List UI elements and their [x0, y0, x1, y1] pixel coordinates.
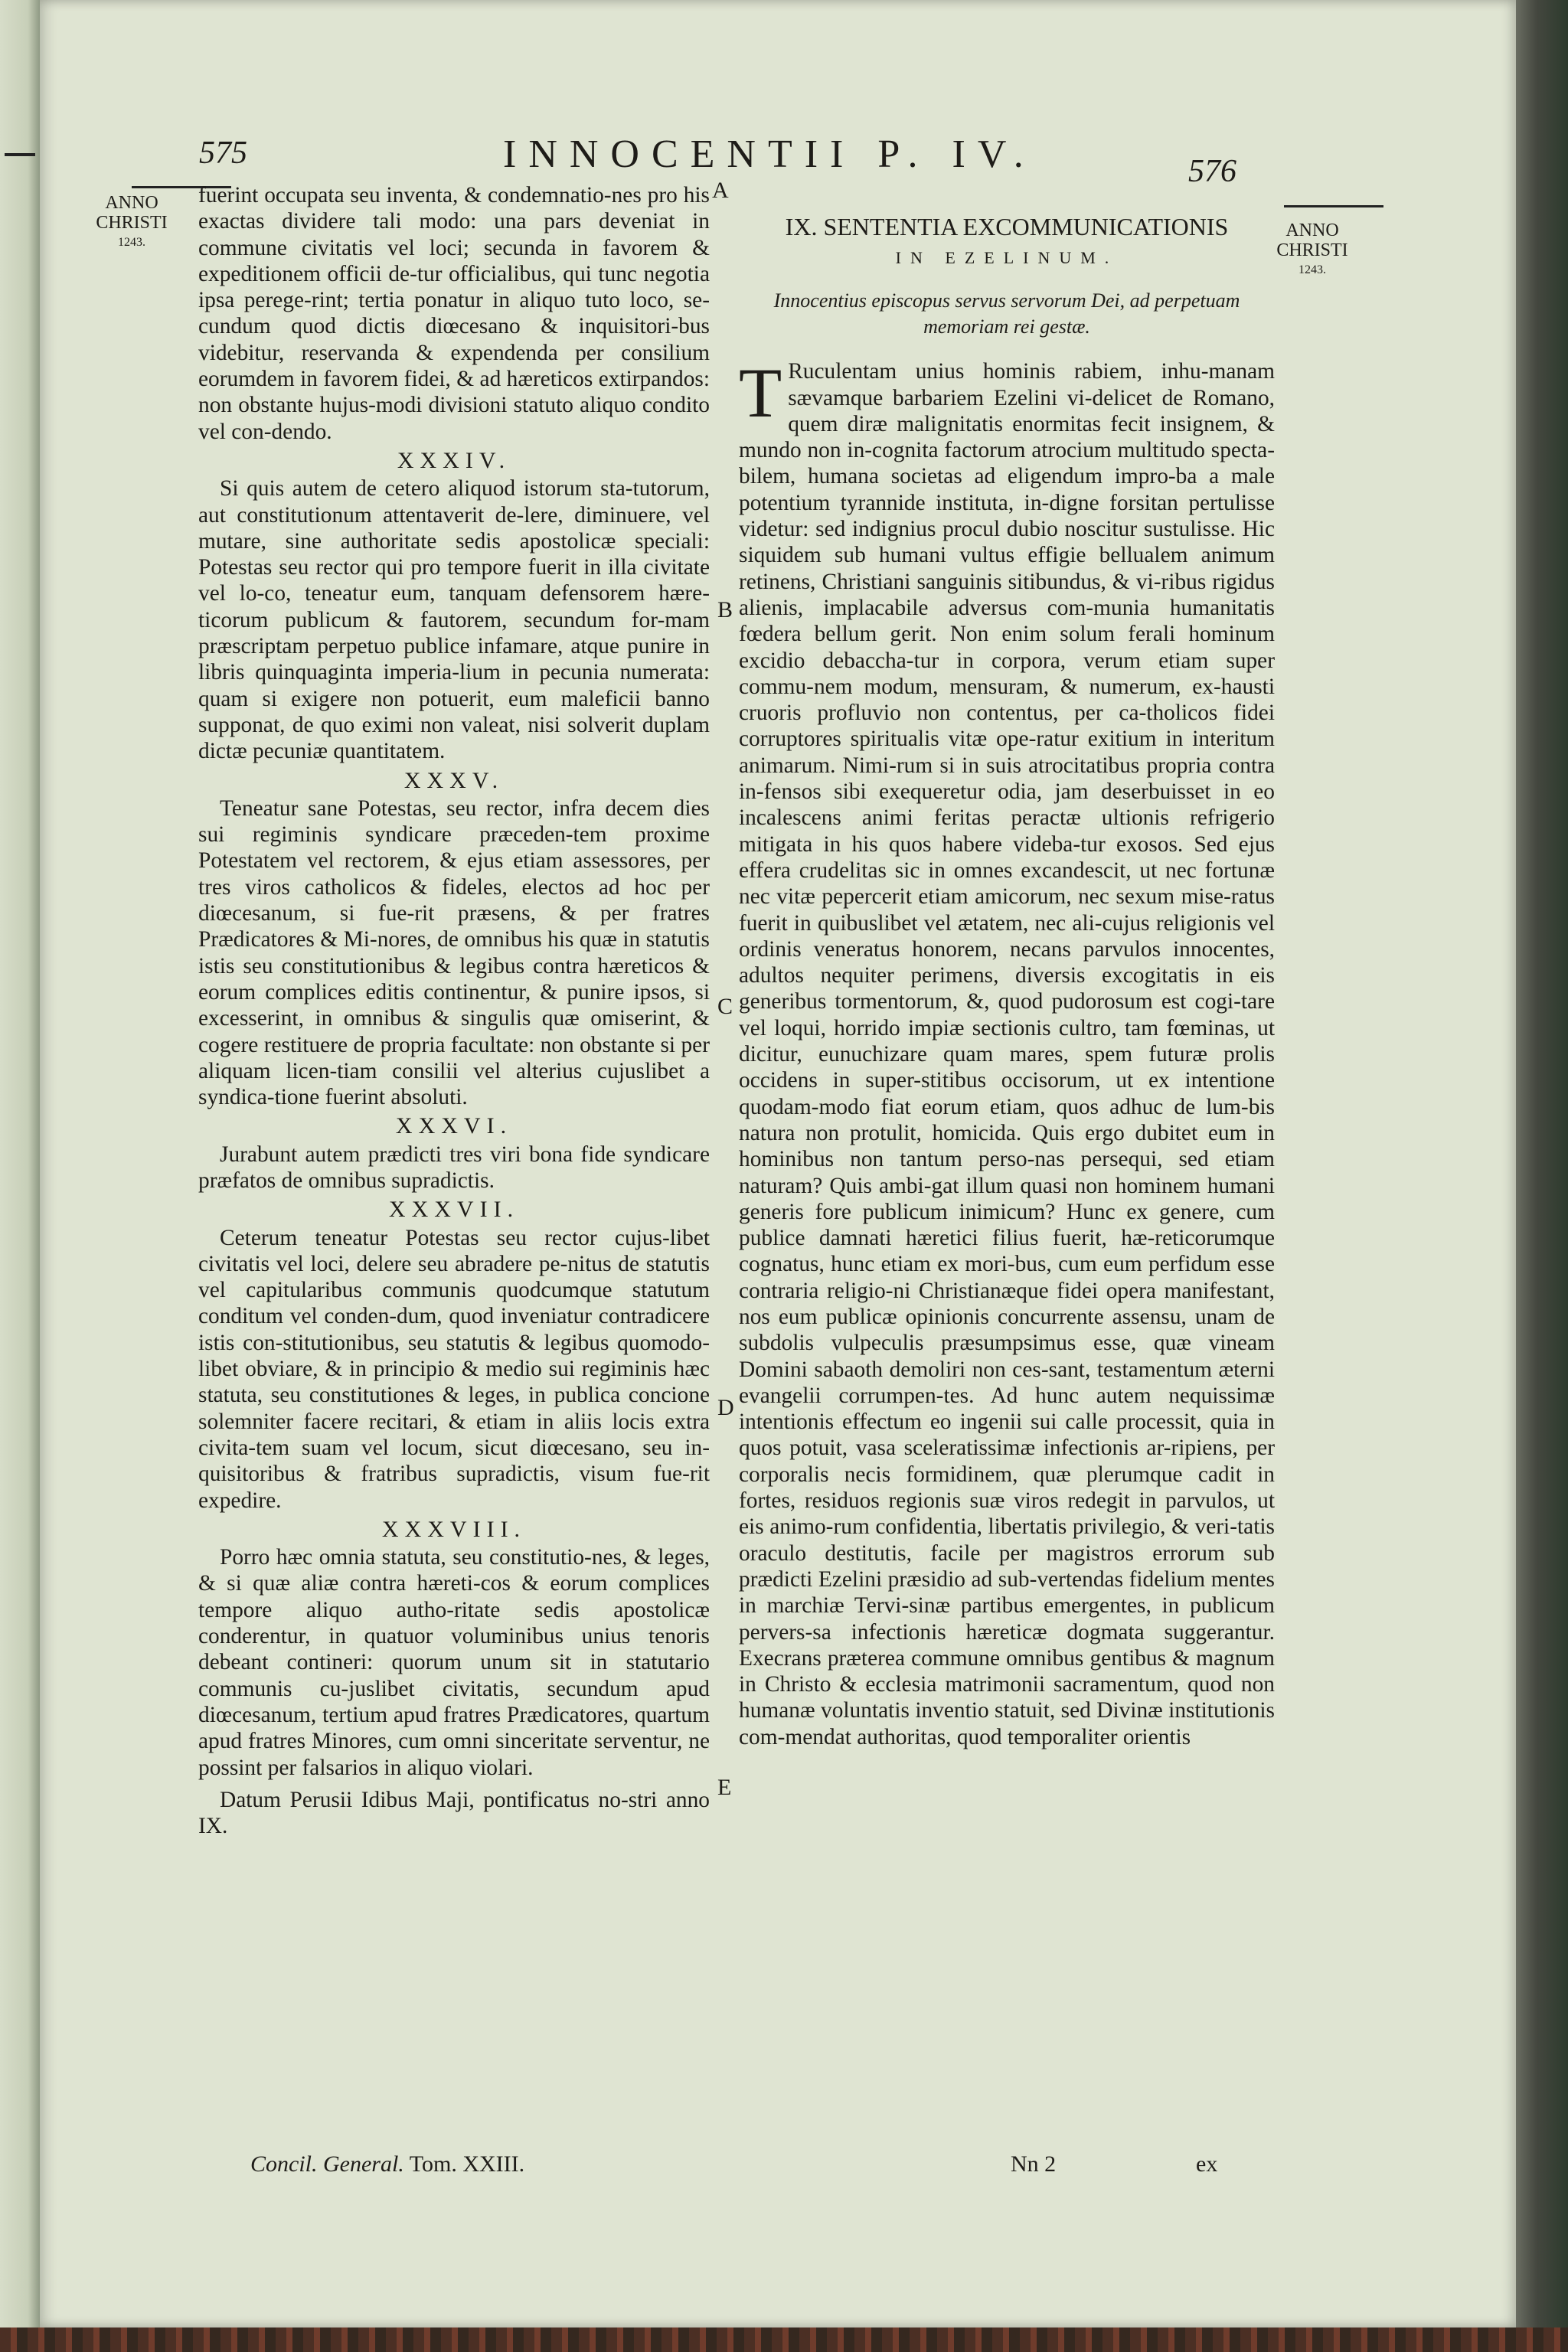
- footer-source: Concil. General.: [250, 2151, 404, 2177]
- drop-cap: T: [739, 354, 782, 433]
- previous-page-edge: [0, 0, 40, 2352]
- section-subheading: IN EZELINUM.: [895, 248, 1119, 267]
- right-margin-note: [1259, 220, 1366, 280]
- body-text: Ruculentam unius hominis rabiem, inhu-manam sævamque barbariem Ezelini vi-delicet de Romano, quem diræ malignitatis enormitas fecit insignem, & mundo non in-cognita factorum atrocium multitudo specta-bilem, humana societas ad eligendum impro-ba a male potentium tyrannide instituta, in-digne forsitan pertulisse videtur: sed indignius procul dubio noscitur sustulisse. Hic siquidem sub humani vultus effigie bellualem animum retinens, Christiani sanguinis sitibundus, & vi-ribus rigidus alienis, implacabile adversus com-munia humanitatis fœdera bellum gerit. Non enim solum ferali hominum excidio debaccha-tur in corpora, verum etiam super commu-nem modum, mensuram, & numerum, ex-hausti cruoris profluvio non contentus, per ca-tholicos fidei corruptores spiritualis vitæ ope-ratur exitium in interitum animarum. Nimi-rum si in suis atrocitatibus propria contra in-fensos sibi exequeretur odia, jam deserbuisset in eo incalescens animi feritas peractæ ultionis refrigerio mitigata in his quos habere videba-tur exosos. Sed ejus effera crudelitas sic in omnes excandescit, ut nec fortunæ nec vitæ pepercerit etiam amicorum, nec sexum mise-ratus fuerit in quibuslibet vel ætatem, nec ali-cujus religionis vel ordinis veneratus honorem, necans parvulos innocentes, adultos nequiter perimens, diversis excogitatis in eis generibus tormentorum, &, quod pudorosum est cogi-tare vel loqui, horrido impiæ sectionis cultro, tam fœminas, ut dicitur, eunuchizare quam mares, spem futuræ prolis occidens in super-stitibus occisorum, ut ex intentione quodam-modo fiat eorum etiam, quos adhuc de lum-bis natura non protulit, homicida. Quis ergo dubitet eum in hominibus non tantum perso-nas persequi, sed etiam naturam? Quis ambi-gat illum quasi non hominem humani generis fore publicum inimicum? Hunc ex genere, cum publice damnati hæretici filius fuerit, hæ-reticorumque cognatus, hunc etiam ex mori-bus, cum eum perfidum esse contraria religio-ni Christianæque fidei opera manifestant, nos eum publicæ opinionis concurrente assensu, unam de subdolis vulpeculis præsumpsimus esse, quæ vineam Domini sabaoth demoliri non ces-sant, testamentum æterni evangelii corrumpen-tes. Ad hunc autem nequissimæ intentionis effectum eo ingenii sui calle processit, quia in quos potuit, vasa sceleratissimæ infectionis ar-ripiens, per corporalis necis formidinem, quæ plerumque cadit in fortes, residuos regionis suæ viros redegit in parvulos, ut eis animo-rum confidentia, libertatis privilegio, & veri-tatis oraculo destitutis, facile per magistros errorum sub prædicti Ezelini præsidio ad sub-vertendas fidelium mentes in marchiæ Tervi-sinæ partibus emergentes, in publicum pervers-sa infectionis hæreticæ dogmata suggerantur. Execrans præterea commune omnibus gentibus & magnum in Christo & ecclesia matrimonii sacramentum, quod non humanæ voluntatis inventio statuit, sed Divinæ institutionis com-mendat authoritas, quod temporaliter orientis: [739, 359, 1275, 1749]
- paragraph: fuerint occupata seu inventa, & condemnatio-nes pro his exactas dividere tali modo: una pars deveniat in commune civitatis vel loci; secunda in favorem & expeditionem officii de-tur officialibus, qui tunc negotia ipsa perege-rint; tertia ponatur in aliquo tuto loco, se-cundum quod dictis diœcesano & inquisitori-bus videbitur, reservanda & expendenda per consilium eorumdem in favorem fidei, & ad hæreticos extirpandos: non obstante hujus-modi divisioni statuto aliquo condito vel con-dendo.: [198, 183, 710, 444]
- left-column: [198, 182, 710, 1839]
- section-number: XXXIV.: [397, 447, 511, 473]
- paragraph: Jurabunt autem prædicti tres viri bona fide syndicare præfatos de omnibus supradictis.: [198, 1142, 710, 1193]
- margin-letter-a: A: [712, 178, 729, 203]
- footer-left: [250, 2151, 524, 2177]
- footer-volume: Tom. XXIII.: [409, 2151, 525, 2177]
- margin-year: 1243.: [1298, 263, 1326, 276]
- margin-letter-d: D: [717, 1395, 734, 1420]
- paragraph: Teneatur sane Potestas, seu rector, infra decem dies sui regiminis syndicare præceden-tem proxime Potestatem vel rectorem, & ejus etiam assessores, per tres viros catholicos & fideles, electos ad hoc per diœcesanum, si fue-rit præsens, & per fratres Prædicatores & Mi-nores, de omnibus his quæ in statutis istis seu constitutionibus & legibus contra hæreticos & eorum complices editis continentur, & punire ipsos, si excesserint, in omnibus & singulis quæ omiserint, & cogere restituere de propria facultate: non obstante si per aliquam licen-tiam consilii vel alterius cujuslibet a syndica-tione fuerint absoluti.: [198, 795, 710, 1110]
- dating-clause: Datum Perusii Idibus Maji, pontificatus no-stri anno IX.: [198, 1787, 710, 1839]
- margin-christi: CHRISTI: [96, 213, 168, 233]
- left-page-number: 575: [199, 136, 247, 171]
- previous-page-rule: [5, 153, 35, 156]
- right-column: [739, 213, 1275, 1750]
- paragraph: Ceterum teneatur Potestas seu rector cujus-libet civitatis vel loci, delere seu abradere pe-nitus de statutis vel capitularibus communis quodcumque statutum conditum vel conden-dum, quod inveniatur contradicere istis con-stitutionibus, seu statutis & legibus quomodo-libet obviare, & in principio & medio sui regiminis hæc statuta, seu constitutiones & leges, in publica concione solemniter facere recitari, & etiam in aliis locis extra civita-tem suam vel locum, sicut diœcesano, seu in-quisitoribus & fratribus supradictis, visum fue-rit expedire.: [198, 1225, 710, 1513]
- margin-anno: ANNO: [1285, 220, 1339, 240]
- section-number: XXXV.: [403, 767, 505, 793]
- catchword: ex: [1196, 2151, 1218, 2177]
- incipit: Innocentius episcopus servus servorum Dei, ad perpetuam memoriam rei gestæ.: [773, 289, 1240, 338]
- paragraph: Si quis autem de cetero aliquod istorum sta-tutorum, aut constitutionum attentaverit de-lere, diminuere, vel mutare, sine authoritate sedis apostolicæ speciali: Potestas seu rector qui pro tempore fuerit in illa civitate vel lo-co, teneatur eum, tanquam defensorem hære-ticorum publicum & fautorem, secundum for-mam præscriptam perpetuo publice infamare, atque punire in libris quinquaginta imperia-lium in pecunia numerata: quam si exigere non potuerit, eum maleficii banno supponat, de quo eximi non valeat, nisi solverit duplam dictæ pecuniæ quantitatem.: [198, 476, 710, 764]
- margin-letter-c: C: [717, 994, 733, 1019]
- margin-letter-e: E: [717, 1775, 732, 1800]
- bottom-edge-strip: [0, 2328, 1568, 2352]
- section-number: XXXVI.: [395, 1113, 513, 1139]
- right-page-number: 576: [1188, 154, 1236, 189]
- book-page: [40, 0, 1516, 2328]
- margin-christi: CHRISTI: [1276, 240, 1348, 260]
- margin-letter-b: B: [717, 597, 733, 622]
- body-paragraph: [739, 354, 1275, 1750]
- right-margin-rule: [1284, 205, 1383, 207]
- paragraph: Porro hæc omnia statuta, seu constitutio-nes, & leges, & si quæ aliæ contra hæreti-cos & eorum complices tempore aliquo autho-ritate sedis apostolicæ conderentur, in quatuor voluminibus unius tenoris debeant contineri: quorum unum sit in statutario communis cu-juslibet civitatis, secundum apud diœcesanum, tertium apud fratres Prædicatores, quartum apud fratres Minores, cum omni sinceritate serventur, ne possint per falsarios in aliquo violari.: [198, 1545, 710, 1780]
- section-number: XXXVII.: [388, 1197, 520, 1223]
- section-number: XXXVIII.: [381, 1516, 527, 1542]
- signature-mark: Nn 2: [1011, 2151, 1057, 2177]
- margin-anno: ANNO: [105, 193, 158, 213]
- page-edge-shadow: [1516, 0, 1568, 2352]
- section-heading: IX. SENTENTIA EXCOMMUNICATIONIS: [785, 213, 1229, 240]
- margin-year: 1243.: [118, 236, 145, 249]
- left-margin-note: [86, 193, 178, 253]
- running-title: INNOCENTII P. IV.: [503, 132, 1036, 176]
